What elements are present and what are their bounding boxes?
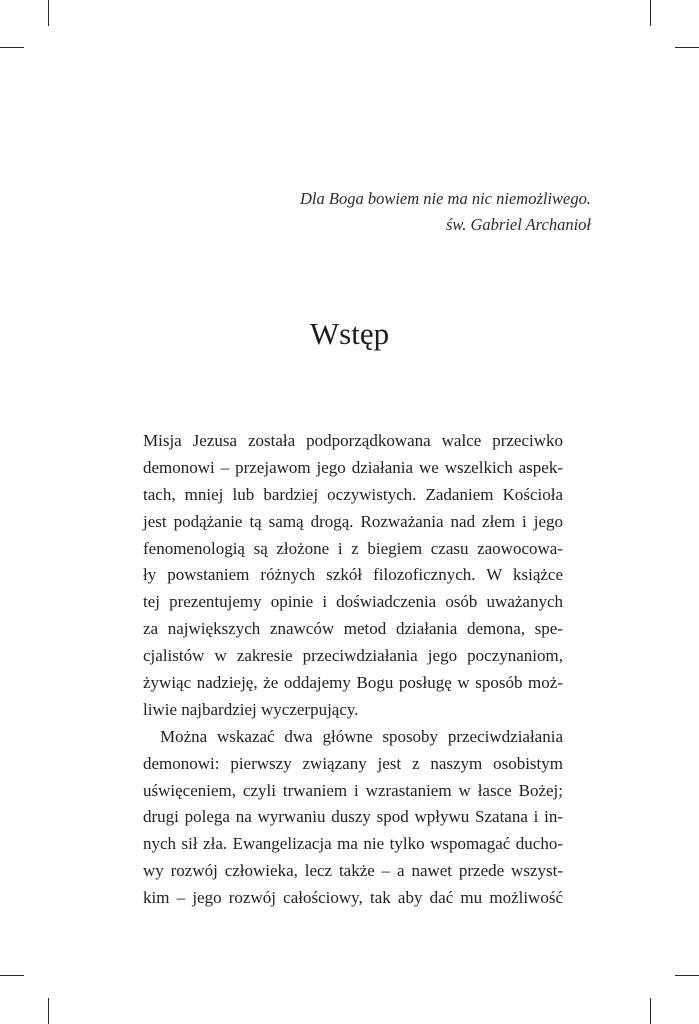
text-line: demonowi – przejawom jego działania we wszelkich aspek- [143, 457, 563, 477]
crop-mark-bottom-right-h [675, 975, 699, 976]
paragraph-1 [143, 428, 563, 724]
crop-mark-top-right [650, 0, 651, 26]
crop-mark-bottom-left [48, 998, 49, 1024]
epigraph [300, 186, 591, 238]
text-line: wy rozwój człowieka, lecz także – a nawet przede wszyst- [143, 861, 563, 881]
text-line: Misja Jezusa została podporządkowana walce przeciwko [143, 431, 563, 450]
text-line: jest podążanie tą samą drogą. Rozważania nad złem i jego [143, 511, 563, 531]
crop-mark-top-left-h [0, 47, 24, 48]
paragraph-2 [143, 724, 563, 912]
text-line: nych sił zła. Ewangelizacja ma nie tylko wspomagać ducho- [143, 834, 563, 854]
text-line: za największych znawców metod działania demona, spe- [143, 619, 563, 639]
text-line: tach, mniej lub bardziej oczywistych. Zadaniem Kościoła [143, 484, 563, 504]
text-line: demonowi: pierwszy związany jest z naszym osobistym [143, 753, 563, 773]
crop-mark-bottom-right [650, 998, 651, 1024]
text-line: liwie najbardziej wyczerpujący. [143, 699, 359, 719]
body-text [143, 428, 563, 912]
crop-mark-top-left [48, 0, 49, 26]
crop-mark-top-right-h [675, 47, 699, 48]
text-line: żywiąc nadzieję, że oddajemy Bogu posługę w sposób moż- [143, 673, 563, 693]
text-line: drugi polega na wyrwaniu duszy spod wpływu Szatana i in- [143, 807, 563, 827]
epigraph-attribution: św. Gabriel Archanioł [446, 215, 591, 234]
text-line: fenomenologią są złożone i z biegiem czasu zaowocowa- [143, 538, 563, 558]
text-line: cjalistów w zakresie przeciwdziałania jego poczynaniom, [143, 646, 563, 666]
crop-mark-bottom-left-h [0, 975, 24, 976]
text-line: tej prezentujemy opinie i doświadczenia osób uważanych [143, 592, 563, 612]
text-line: uświęceniem, czyli trwaniem i wzrastaniem w łasce Bożej; [143, 780, 563, 800]
text-line: kim – jego rozwój całościowy, tak aby dać mu możliwość [143, 888, 563, 908]
chapter-title: Wstęp [309, 316, 390, 351]
text-line: ły powstaniem różnych szkół filozoficznych. W książce [143, 565, 563, 585]
text-line: Można wskazać dwa główne sposoby przeciwdziałania [160, 726, 563, 746]
epigraph-quote: Dla Boga bowiem nie ma nic niemożliwego. [299, 189, 591, 208]
